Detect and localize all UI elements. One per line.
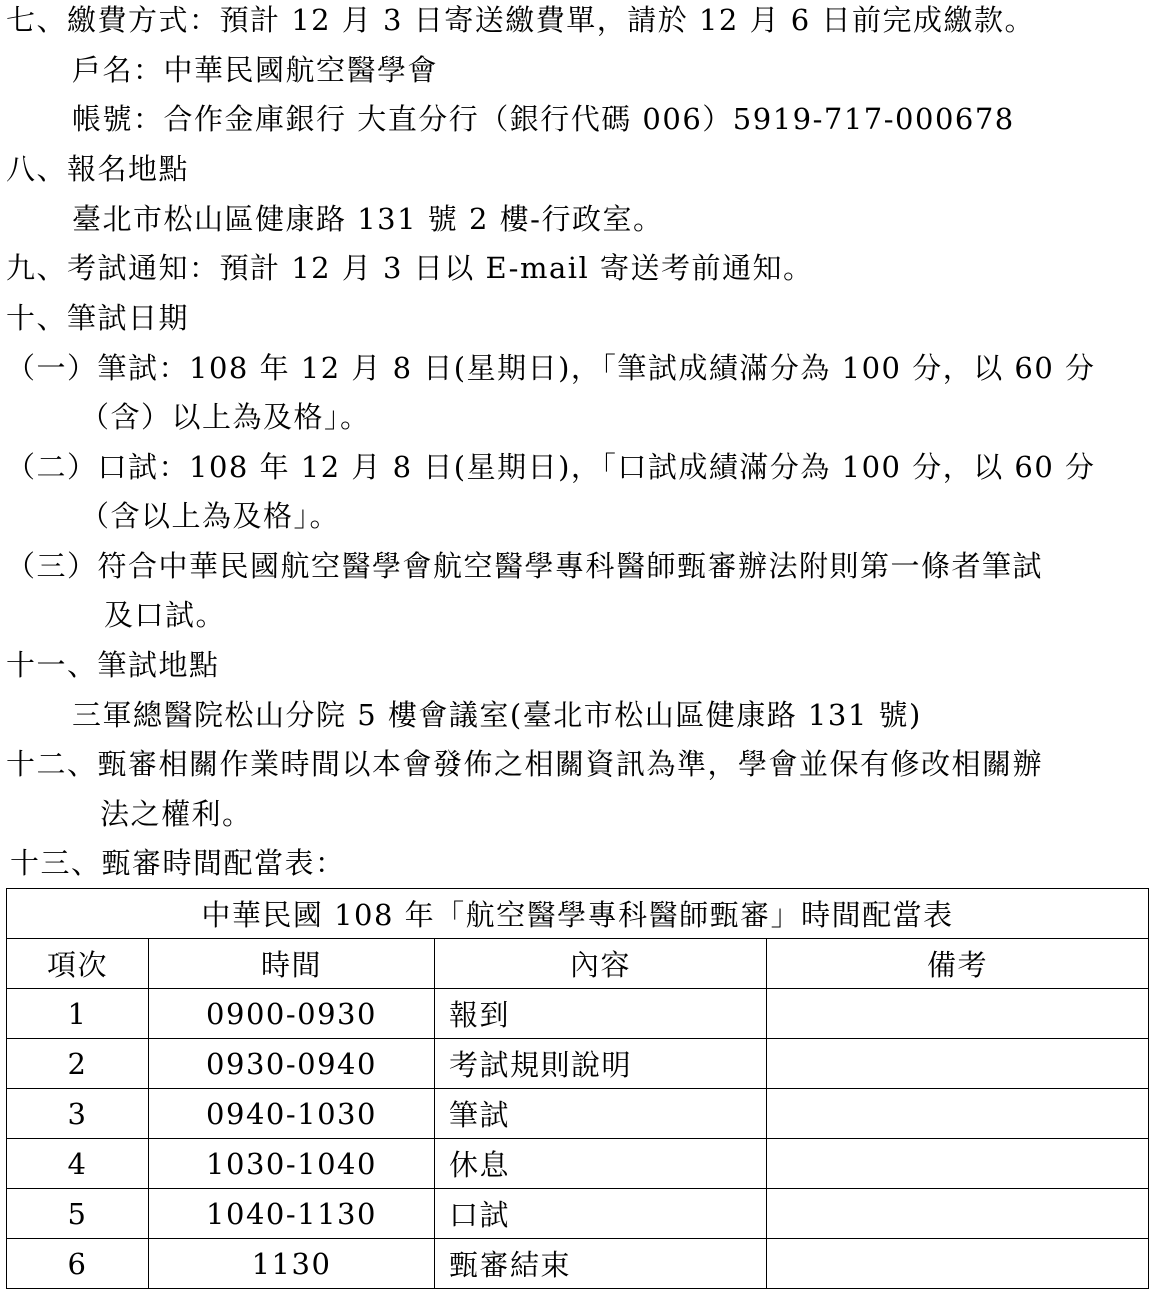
written-exam-item-line2: （含）以上為及格」。: [80, 400, 371, 434]
header-content: 內容: [435, 939, 767, 989]
row-content: 甄審結束: [435, 1239, 767, 1289]
schedule-table: [6, 888, 1149, 1289]
row-content: 休息: [435, 1139, 767, 1189]
section-8-title: 八、報名地點: [6, 152, 190, 186]
row-no: 3: [7, 1089, 149, 1139]
section-10-title: 十、筆試日期: [6, 301, 190, 335]
section-12-line2: 法之權利。: [100, 797, 253, 831]
header-remark: 備考: [767, 939, 1149, 989]
row-time: 0930-0940: [149, 1039, 435, 1089]
row-time: 1040-1130: [149, 1189, 435, 1239]
row-remark: [767, 989, 1149, 1039]
row-no: 4: [7, 1139, 149, 1189]
written-exam-item-line1: （一）筆試：108 年 12 月 8 日(星期日)，「筆試成績滿分為 100 分，以 60 分: [6, 351, 1096, 385]
header-no: 項次: [7, 939, 149, 989]
table-row: [7, 1189, 1149, 1239]
exemption-item-line2: 及口試。: [104, 598, 227, 632]
account-number: 帳號：合作金庫銀行 大直分行（銀行代碼 006）5919-717-000678: [72, 102, 1015, 136]
oral-exam-item-line2: （含以上為及格」。: [80, 499, 341, 533]
section-13-title: 十三、甄審時間配當表：: [10, 846, 346, 880]
section-11-title: 十一、筆試地點: [6, 648, 220, 682]
table-row: [7, 1089, 1149, 1139]
row-time: 1030-1040: [149, 1139, 435, 1189]
row-no: 1: [7, 989, 149, 1039]
row-time: 0900-0930: [149, 989, 435, 1039]
row-remark: [767, 1239, 1149, 1289]
section-7-payment-title: 七、繳費方式：預計 12 月 3 日寄送繳費單，請於 12 月 6 日前完成繳款。: [6, 3, 1035, 37]
row-content: 報到: [435, 989, 767, 1039]
row-content: 筆試: [435, 1089, 767, 1139]
exam-location: 三軍總醫院松山分院 5 樓會議室(臺北市松山區健康路 131 號): [72, 698, 922, 732]
row-content: 口試: [435, 1189, 767, 1239]
table-row: [7, 989, 1149, 1039]
section-12-line1: 十二、甄審相關作業時間以本會發佈之相關資訊為準，學會並保有修改相關辦: [6, 747, 1044, 781]
oral-exam-item-line1: （二）口試：108 年 12 月 8 日(星期日)，「口試成績滿分為 100 分，以 60 分: [6, 450, 1096, 484]
section-9-title: 九、考試通知：預計 12 月 3 日以 E-mail 寄送考前通知。: [6, 251, 814, 285]
row-remark: [767, 1189, 1149, 1239]
table-row: [7, 1039, 1149, 1089]
table-row: [7, 1239, 1149, 1289]
table-caption: 中華民國 108 年「航空醫學專科醫師甄審」時間配當表: [7, 889, 1149, 939]
row-no: 2: [7, 1039, 149, 1089]
row-time: 0940-1030: [149, 1089, 435, 1139]
row-content: 考試規則說明: [435, 1039, 767, 1089]
registration-address: 臺北市松山區健康路 131 號 2 樓-行政室。: [72, 202, 664, 236]
header-time: 時間: [149, 939, 435, 989]
row-no: 6: [7, 1239, 149, 1289]
exemption-item-line1: （三）符合中華民國航空醫學會航空醫學專科醫師甄審辦法附則第一條者筆試: [6, 549, 1044, 583]
account-name: 戶名：中華民國航空醫學會: [72, 53, 439, 87]
row-remark: [767, 1139, 1149, 1189]
table-row: [7, 1139, 1149, 1189]
table-caption-row: [7, 889, 1149, 939]
row-no: 5: [7, 1189, 149, 1239]
table-header-row: [7, 939, 1149, 989]
row-time: 1130: [149, 1239, 435, 1289]
row-remark: [767, 1089, 1149, 1139]
row-remark: [767, 1039, 1149, 1089]
